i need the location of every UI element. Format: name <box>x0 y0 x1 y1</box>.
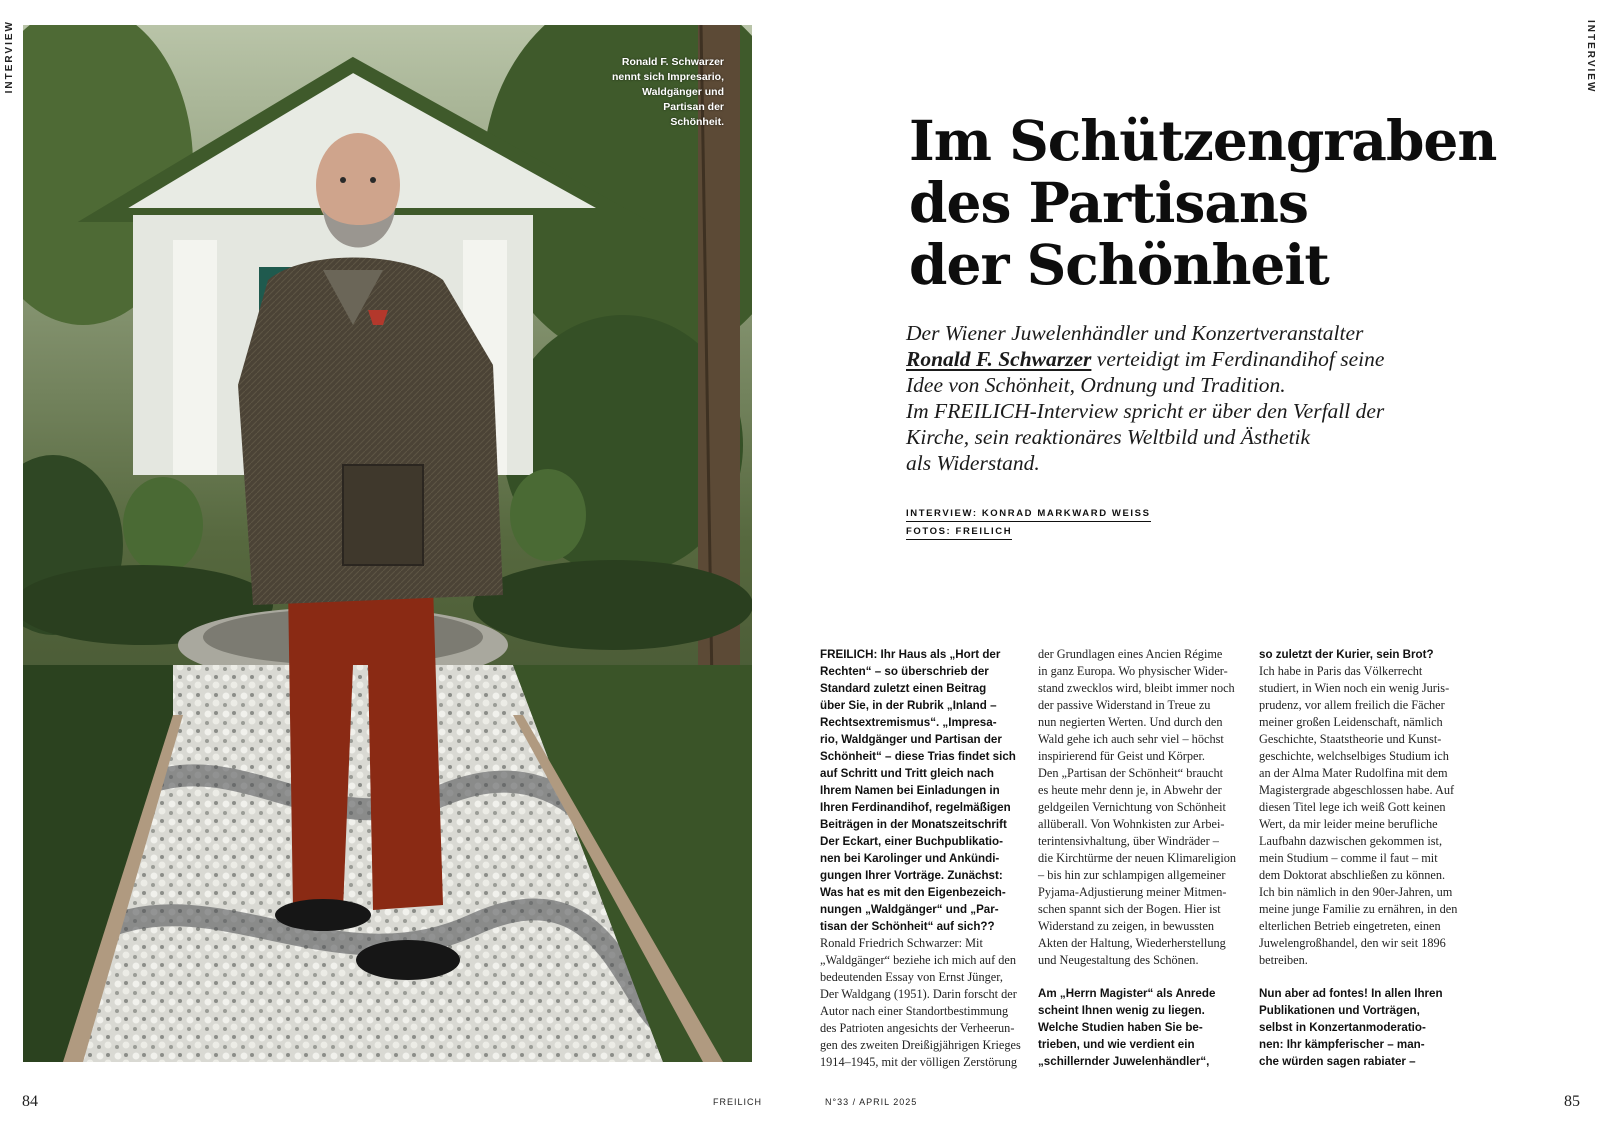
text-line: Nun aber ad fontes! In allen Ihren <box>1259 987 1443 1000</box>
text-line: – bis hin zur schlampigen allgemeiner <box>1038 868 1226 882</box>
page-number-left: 84 <box>22 1093 38 1110</box>
text-line: „Waldgänger“ beziehe ich mich auf den <box>820 953 1016 967</box>
text-line: inspirierend für Geist und Körper. <box>1038 749 1205 763</box>
text-line: gen des zweiten Dreißigjährigen Krieges <box>820 1038 1021 1052</box>
credits <box>906 508 1151 544</box>
text-line: prudenz, vor allem freilich die Fächer <box>1259 698 1445 712</box>
lead-line: Im FREILICH-Interview spricht er über den Verfall der <box>906 399 1385 423</box>
answer-block <box>1259 663 1469 969</box>
text-line: Ronald Friedrich Schwarzer: Mit <box>820 936 983 950</box>
text-line: Beiträgen in der Monatszeitschrift <box>820 818 1007 831</box>
text-column-3 <box>1259 646 1469 1070</box>
lead-line: Idee von Schönheit, Ordnung und Tradition. <box>906 373 1286 397</box>
text-line: scheint Ihnen wenig zu liegen. <box>1038 1004 1205 1017</box>
text-line: Geschichte, Staatstheorie und Kunst- <box>1259 732 1442 746</box>
title-line: Im Schützengraben <box>909 108 1497 173</box>
lead-line: Kirche, sein reaktionäres Weltbild und Ästhetik <box>906 425 1311 449</box>
text-line: Rechten“ – so überschrieb der <box>820 665 989 678</box>
title-line: des Partisans <box>909 170 1308 235</box>
answer-block <box>820 935 1030 1071</box>
text-line: diesen Titel lege ich weiß Gott keinen <box>1259 800 1446 814</box>
text-line: Juwelengroßhandel, den wir seit 1896 <box>1259 936 1446 950</box>
text-line: auf Schritt und Tritt gleich nach <box>820 767 994 780</box>
text-line: mein Studium – comme il faut – mit <box>1259 851 1438 865</box>
text-line: studiert, in Wien noch ein wenig Juris- <box>1259 681 1450 695</box>
text-line: trieben, und wie verdient ein <box>1038 1038 1195 1051</box>
text-column-2 <box>1038 646 1248 1070</box>
text-line: über Sie, in der Rubrik „Inland – <box>820 699 997 712</box>
text-line: so zuletzt der Kurier, sein Brot? <box>1259 648 1434 661</box>
text-column-1 <box>820 646 1030 1071</box>
text-line: tisan der Schönheit“ auf sich?? <box>820 920 995 933</box>
text-line: und Neugestaltung des Schönen. <box>1038 953 1199 967</box>
text-line: schen spannt sich der Bogen. Hier ist <box>1038 902 1221 916</box>
right-page <box>800 0 1600 1127</box>
portrait-photo <box>23 25 752 1062</box>
text-line: allüberall. Von Wohnkisten zur Arbei- <box>1038 817 1225 831</box>
text-line: Rechtsextremismus“. „Impresa- <box>820 716 997 729</box>
text-line: Ihren Ferdinandihof, regelmäßigen <box>820 801 1011 814</box>
caption-line: Ronald F. Schwarzer <box>621 56 724 68</box>
section-label-left: INTERVIEW <box>4 20 15 94</box>
text-line: Am „Herrn Magister“ als Anrede <box>1038 987 1216 1000</box>
issue-info: N°33 / APRIL 2025 <box>825 1097 918 1107</box>
text-line: Standard zuletzt einen Beitrag <box>820 682 987 695</box>
photo-caption <box>574 55 724 130</box>
paragraph-gap <box>1259 969 1469 985</box>
page-number-right: 85 <box>1564 1093 1580 1110</box>
text-line: dem Doktorat abschließen zu können. <box>1259 868 1446 882</box>
text-line: selbst in Konzertanmoderatio- <box>1259 1021 1426 1034</box>
text-line: Ich habe in Paris das Völkerrecht <box>1259 664 1423 678</box>
text-line: „schillernder Juwelenhändler“, <box>1038 1055 1210 1068</box>
article-title <box>909 110 1529 296</box>
text-line: elterlichen Betrieb eingetreten, einen <box>1259 919 1441 933</box>
text-line: Ich bin nämlich in den 90er-Jahren, um <box>1259 885 1453 899</box>
caption-line: Schönheit. <box>670 116 724 128</box>
text-line: meiner großen Leidenschaft, nämlich <box>1259 715 1443 729</box>
paragraph-gap <box>1038 969 1248 985</box>
lead-name: Ronald F. Schwarzer <box>906 347 1092 371</box>
text-line: Pyjama-Adjustierung meiner Mitmen- <box>1038 885 1227 899</box>
title-line: der Schönheit <box>909 232 1329 297</box>
text-line: Autor nach einer Standortbestimmung <box>820 1004 1009 1018</box>
text-line: Den „Partisan der Schönheit“ braucht <box>1038 766 1224 780</box>
text-line: meine junge Familie zu ernähren, in den <box>1259 902 1458 916</box>
text-line: Was hat es mit den Eigenbezeich- <box>820 886 1006 899</box>
lead-line: als Widerstand. <box>906 451 1040 475</box>
question-block <box>1259 985 1469 1070</box>
text-line: der Grundlagen eines Ancien Régime <box>1038 647 1223 661</box>
text-line: Ihrem Namen bei Einladungen in <box>820 784 1000 797</box>
text-line: nen: Ihr kämpferischer – man- <box>1259 1038 1425 1051</box>
caption-line: Waldgänger und <box>642 86 724 98</box>
text-line: Wert, da mir leider meine berufliche <box>1259 817 1438 831</box>
text-line: der passive Widerstand in Treue zu <box>1038 698 1211 712</box>
text-line: FREILICH: Ihr Haus als „Hort der <box>820 648 1001 661</box>
text-line: Der Eckart, einer Buchpublikatio- <box>820 835 1003 848</box>
text-line: Laufbahn dazwischen gekommen ist, <box>1259 834 1443 848</box>
text-line: Publikationen und Vorträgen, <box>1259 1004 1420 1017</box>
text-line: nen bei Karolinger und Ankündi- <box>820 852 1000 865</box>
text-line: gungen Ihrer Vorträge. Zunächst: <box>820 869 1003 882</box>
text-line: stand zwecklos wird, bleibt immer noch <box>1038 681 1235 695</box>
text-line: che würden sagen rabiater – <box>1259 1055 1416 1068</box>
question-block <box>1259 646 1469 663</box>
section-label-right: INTERVIEW <box>1585 20 1596 94</box>
question-block <box>1038 985 1248 1070</box>
lead-line-rest: verteidigt im Ferdinandihof seine <box>1091 347 1385 371</box>
text-line: an der Alma Mater Rudolfina mit dem <box>1259 766 1448 780</box>
answer-block <box>1038 646 1248 969</box>
text-line: Widerstand zu zeigen, in bewussten <box>1038 919 1215 933</box>
lead-line: Der Wiener Juwelenhändler und Konzertveranstalter <box>906 321 1364 345</box>
text-line: Der Waldgang (1951). Darin forscht der <box>820 987 1017 1001</box>
caption-line: nennt sich Impresario, <box>611 71 724 83</box>
text-line: Magistergrade abgeschlossen habe. Auf <box>1259 783 1455 797</box>
text-line: geschichte, welchselbiges Studium ich <box>1259 749 1449 763</box>
text-line: terintensivhaltung, über Windräder – <box>1038 834 1219 848</box>
text-line: rio, Waldgänger und Partisan der <box>820 733 1002 746</box>
photo-credit: FOTOS: FREILICH <box>906 526 1012 540</box>
interview-credit: INTERVIEW: KONRAD MARKWARD WEISS <box>906 508 1151 522</box>
text-line: es heute mehr denn je, in Abwehr der <box>1038 783 1222 797</box>
text-line: geldgeilen Vernichtung von Schönheit <box>1038 800 1226 814</box>
text-line: betreiben. <box>1259 953 1308 967</box>
question-block <box>820 646 1030 935</box>
text-line: nun negierten Werten. Und durch den <box>1038 715 1223 729</box>
text-line: bedeutenden Essay von Ernst Jünger, <box>820 970 1003 984</box>
text-line: Schönheit“ – diese Trias findet sich <box>820 750 1016 763</box>
text-line: des Patrioten angesichts der Verheerun- <box>820 1021 1015 1035</box>
magazine-name: FREILICH <box>713 1097 763 1107</box>
text-line: Wald gehe ich auch sehr viel – höchst <box>1038 732 1224 746</box>
text-line: Welche Studien haben Sie be- <box>1038 1021 1203 1034</box>
caption-line: Partisan der <box>663 101 724 113</box>
lead-line <box>906 346 1526 372</box>
text-line: Akten der Haltung, Wiederherstellung <box>1038 936 1226 950</box>
text-line: nungen „Waldgänger“ und „Par- <box>820 903 999 916</box>
text-line: 1914–1945, mit der völligen Zerstörung <box>820 1055 1018 1069</box>
text-line: die Kirchtürme der neuen Klimareligion <box>1038 851 1237 865</box>
portrait-illustration <box>23 25 752 1062</box>
text-line: in ganz Europa. Wo physischer Wider- <box>1038 664 1228 678</box>
article-lead <box>906 320 1526 476</box>
